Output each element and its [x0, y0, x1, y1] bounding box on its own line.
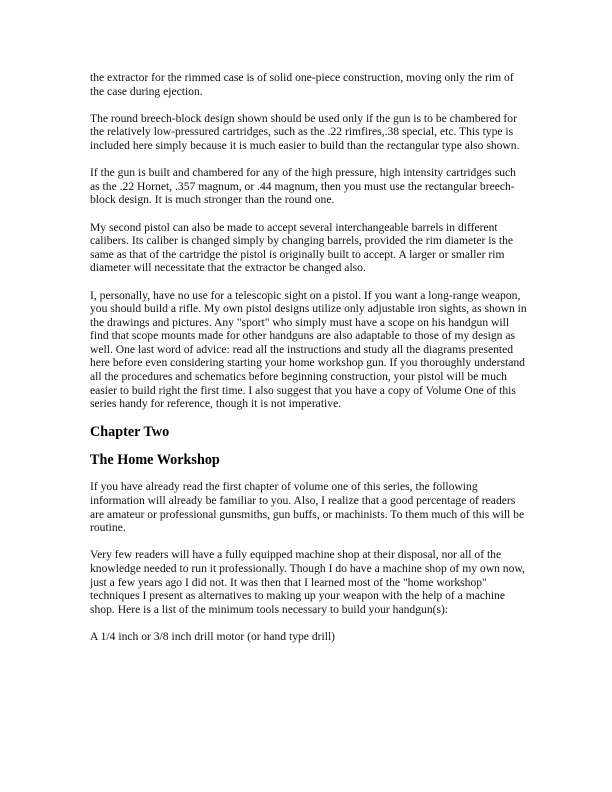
chapter-heading: Chapter Two — [90, 424, 170, 441]
tool-list-item: A 1/4 inch or 3/8 inch drill motor (or hand type drill) — [90, 629, 336, 643]
section-heading: The Home Workshop — [90, 452, 220, 469]
paragraph-extractor: the extractor for the rimmed case is of solid one-piece construction, moving only the rim of the case during ejection. — [90, 71, 514, 98]
paragraph-round-breech-block: The round breech-block design shown should be used only if the gun is to be chambered for the relatively low-pressured cartridges, such as the .22 rimfires,.38 special, etc. This type is included here simply because it is much easier to build than the rectangular type also shown. — [90, 111, 520, 152]
paragraph-first-chapter: If you have already read the first chapter of volume one of this series, the following information will already be familiar to you. Also, I realize that a good percentage of readers are amateur or professional gunsmiths, gun buffs, or machinists. To them much of this will be routine. — [90, 480, 525, 535]
page-body — [90, 71, 528, 644]
paragraph-high-pressure: If the gun is built and chambered for any of the high pressure, high intensity cartridges such as the .22 Hornet, .357 magnum, or .44 magnum, then you must use the rectangular breech-block design. It is much stronger than the round one. — [90, 166, 516, 207]
paragraph-telescopic-sight: I, personally, have no use for a telescopic sight on a pistol. If you want a long-range weapon, you should build a rifle. My own pistol designs utilize only adjustable iron sights, as shown in the drawings and pictures. Any "sport" who simply must have a scope on his handgun will find that scope mounts made for other handguns are also adaptable to those of my design as well. One last word of advice: read all the instructions and study all the diagrams presented here before even considering starting your home workshop gun. If you thoroughly understand all the procedures and schematics before beginning construction, your pistol will be much easier to build right the first time. I also suggest that you have a copy of Volume One of this series handy for reference, though it is not imperative. — [90, 288, 527, 411]
paragraph-interchangeable-barrels: My second pistol can also be made to accept several interchangeable barrels in different calibers. Its caliber is changed simply by changing barrels, provided the rim diameter is the same as that of the cartridge the pistol is originally built to accept. A larger or smaller rim diameter will necessitate that the extractor be changed also. — [90, 220, 514, 275]
paragraph-machine-shop: Very few readers will have a fully equipped machine shop at their disposal, nor all of the knowledge needed to run it professionally. Though I do have a machine shop of my own now, just a few years ago I did not. It was then that I learned most of the "home workshop" techniques I present as alternatives to making up your weapon with the help of a machine shop. Here is a list of the minimum tools necessary to build your handgun(s): — [90, 548, 525, 616]
